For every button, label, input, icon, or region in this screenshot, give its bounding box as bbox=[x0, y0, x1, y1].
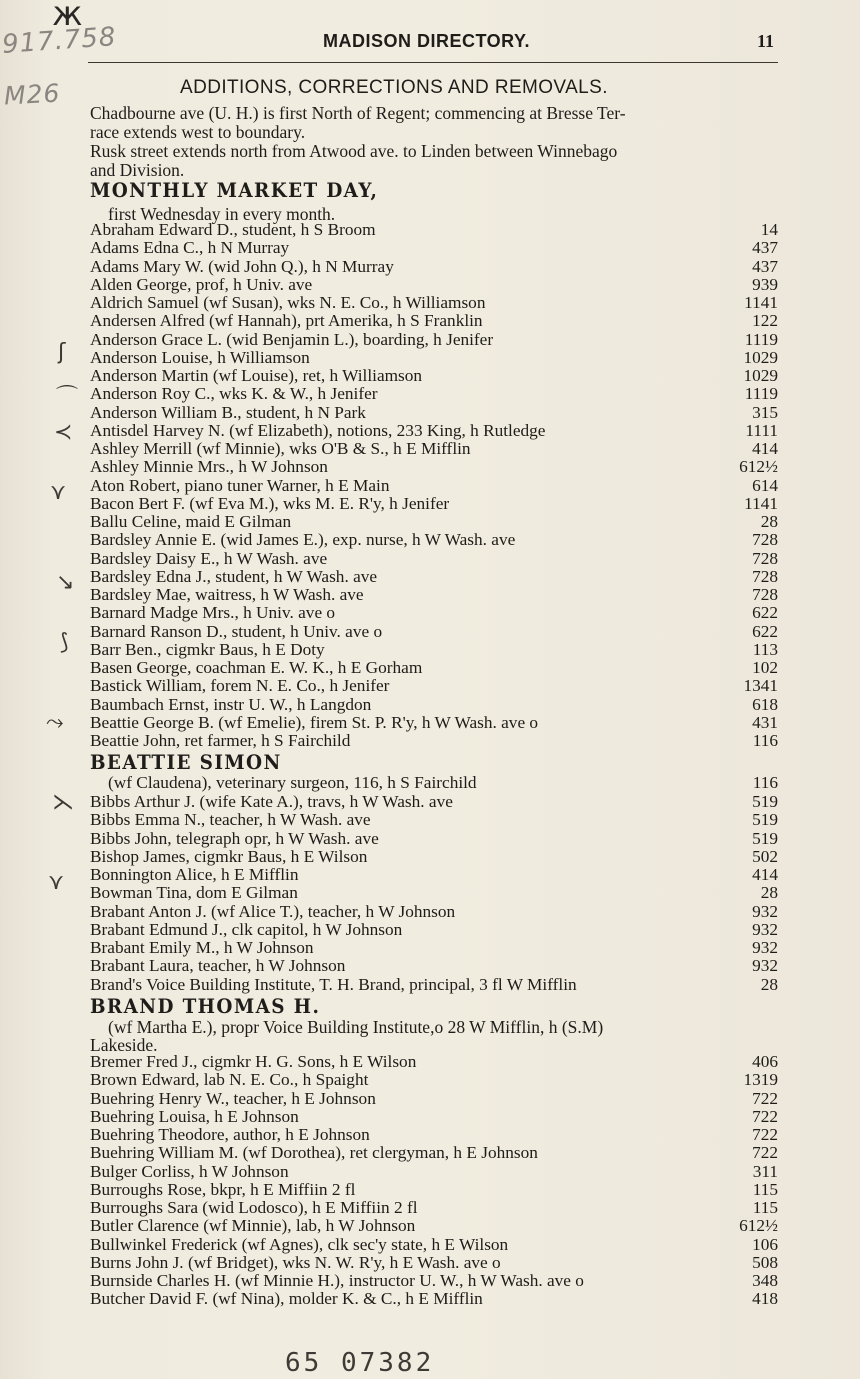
directory-entry bbox=[90, 830, 778, 849]
directory-entry bbox=[90, 495, 778, 514]
entry-name: Basen George, coachman E. W. K., h E Gorham bbox=[90, 658, 423, 677]
directory-entry bbox=[90, 641, 778, 660]
beattie-heading: BEATTIE SIMON bbox=[90, 750, 282, 774]
entry-name: Bastick William, forem N. E. Co., h Jenifer bbox=[90, 676, 390, 696]
entry-number: 418 bbox=[752, 1289, 778, 1309]
entry-number: 622 bbox=[752, 621, 778, 641]
entry-name: Brabant Laura, teacher, h W Johnson bbox=[90, 956, 346, 976]
entry-name: Bulger Corliss, h W Johnson bbox=[90, 1161, 289, 1181]
entry-number: 431 bbox=[752, 712, 778, 732]
directory-entry bbox=[90, 732, 778, 751]
running-head bbox=[0, 31, 860, 53]
entry-name: Antisdel Harvey N. (wf Elizabeth), notions, 233 King, h Rutledge bbox=[90, 420, 546, 440]
entry-number: 618 bbox=[752, 694, 778, 714]
pencil-mark: ⋎ bbox=[50, 480, 67, 505]
directory-entry bbox=[90, 477, 778, 496]
entry-number: 932 bbox=[752, 938, 778, 957]
directory-entry bbox=[90, 276, 778, 295]
entry-number: 311 bbox=[752, 1161, 778, 1181]
entry-number: 722 bbox=[752, 1143, 778, 1163]
entry-number: 437 bbox=[752, 256, 778, 276]
entry-name: Bardsley Edna J., student, h W Wash. ave bbox=[90, 566, 378, 586]
brand-line: (wf Martha E.), propr Voice Building Institute,o 28 W Mifflin, h (S.M) bbox=[108, 1017, 604, 1037]
intro-line: race extends west to boundary. bbox=[90, 122, 306, 142]
entry-number: 1141 bbox=[744, 293, 778, 312]
entry-name: (wf Claudena), veterinary surgeon, 116, h S Fairchild bbox=[108, 773, 477, 792]
entry-name: Baumbach Ernst, instr U. W., h Langdon bbox=[90, 694, 372, 714]
inventory-stamp: 65 07382 bbox=[285, 1348, 435, 1378]
handwritten-mark: M26 bbox=[3, 78, 62, 111]
entry-number: 14 bbox=[760, 220, 778, 239]
handwritten-symbol: ж bbox=[52, 0, 84, 34]
entry-number: 519 bbox=[752, 810, 778, 830]
entry-name: Alden George, prof, h Univ. ave bbox=[90, 274, 313, 294]
entry-name: Butcher David F. (wf Nina), molder K. & C., h E Mifflin bbox=[90, 1289, 483, 1309]
entry-name: Bullwinkel Frederick (wf Agnes), clk sec'y state, h E Wilson bbox=[90, 1234, 509, 1254]
entry-name: Brabant Edmund J., clk capitol, h W Johnson bbox=[90, 919, 403, 939]
directory-entry bbox=[90, 586, 778, 605]
intro-line: Chadbourne ave (U. H.) is first North of Regent; commencing at Bresse Ter- bbox=[90, 103, 626, 123]
intro-line: Rusk street extends north from Atwood ave. to Linden between Winnebago bbox=[90, 141, 618, 161]
directory-entry bbox=[90, 440, 778, 459]
entry-number: 614 bbox=[752, 475, 778, 495]
directory-entry bbox=[90, 367, 778, 386]
directory-entry bbox=[90, 1199, 778, 1218]
entry-number: 728 bbox=[752, 566, 778, 586]
directory-entry bbox=[90, 404, 778, 423]
entry-name: Anderson William B., student, h N Park bbox=[90, 402, 366, 422]
entry-number: 612½ bbox=[739, 1216, 778, 1236]
directory-entry bbox=[90, 550, 778, 569]
directory-entry bbox=[90, 513, 778, 532]
entry-number: 1111 bbox=[745, 420, 778, 440]
entry-number: 722 bbox=[752, 1088, 778, 1108]
directory-entry bbox=[90, 604, 778, 623]
directory-entry bbox=[90, 957, 778, 976]
directory-entry bbox=[90, 385, 778, 404]
brand-heading: BRAND THOMAS H. bbox=[90, 994, 321, 1018]
entry-name: Barr Ben., cigmkr Baus, h E Doty bbox=[90, 639, 325, 659]
entry-name: Burroughs Rose, bkpr, h E Miffiin 2 fl bbox=[90, 1179, 356, 1199]
entry-number: 113 bbox=[752, 639, 778, 659]
directory-entry bbox=[90, 422, 778, 441]
entry-number: 622 bbox=[752, 603, 778, 623]
margin-pencil-marks bbox=[30, 340, 90, 940]
entry-number: 116 bbox=[752, 731, 778, 750]
directory-entry bbox=[90, 866, 778, 885]
entry-name: Brabant Emily M., h W Johnson bbox=[90, 938, 314, 957]
directory-entry bbox=[90, 568, 778, 587]
directory-entry bbox=[90, 1071, 778, 1090]
header-rule bbox=[88, 62, 778, 63]
entry-name: Bremer Fred J., cigmkr H. G. Sons, h E Wilson bbox=[90, 1052, 417, 1071]
entry-number: 1119 bbox=[744, 384, 778, 404]
entry-name: Beattie John, ret farmer, h S Fairchild bbox=[90, 731, 351, 750]
entry-number: 519 bbox=[752, 792, 778, 811]
directory-entry bbox=[90, 239, 778, 258]
market-subheading: first Wednesday in every month. bbox=[108, 204, 336, 224]
pencil-mark: ⋋ bbox=[52, 790, 74, 815]
directory-entry bbox=[90, 531, 778, 550]
pencil-mark: ⟆ bbox=[60, 630, 69, 655]
entry-name: Bardsley Mae, waitress, h W Wash. ave bbox=[90, 585, 364, 604]
directory-entry bbox=[90, 1217, 778, 1236]
entry-number: 1029 bbox=[743, 366, 778, 385]
entry-number: 28 bbox=[760, 512, 778, 531]
intro-line: and Division. bbox=[90, 160, 185, 180]
directory-entry bbox=[90, 1181, 778, 1200]
directory-entry bbox=[90, 221, 778, 240]
directory-entry bbox=[90, 714, 778, 733]
entry-number: 414 bbox=[752, 439, 778, 458]
entry-number: 728 bbox=[752, 585, 778, 604]
entry-number: 115 bbox=[752, 1179, 778, 1199]
brand-line: Lakeside. bbox=[90, 1035, 158, 1055]
market-heading: MONTHLY MARKET DAY, bbox=[90, 178, 379, 202]
directory-entry bbox=[90, 258, 778, 277]
entry-name: Buehring Theodore, author, h E Johnson bbox=[90, 1125, 370, 1144]
entry-number: 1141 bbox=[744, 493, 778, 513]
entry-name: Buehring Henry W., teacher, h E Johnson bbox=[90, 1088, 376, 1108]
entry-number: 122 bbox=[752, 311, 778, 331]
entry-name: Ashley Minnie Mrs., h W Johnson bbox=[90, 457, 328, 477]
entry-number: 508 bbox=[752, 1252, 778, 1272]
directory-entry bbox=[108, 774, 778, 793]
directory-entry bbox=[90, 976, 778, 995]
directory-entry bbox=[90, 1126, 778, 1145]
directory-entry bbox=[90, 294, 778, 313]
entry-number: 406 bbox=[752, 1052, 778, 1071]
entry-name: Anderson Grace L. (wid Benjamin L.), boarding, h Jenifer bbox=[90, 329, 494, 349]
directory-entry bbox=[90, 659, 778, 678]
directory-entry bbox=[90, 939, 778, 958]
handwritten-call-number: 917.758 bbox=[1, 22, 118, 60]
entry-name: Anderson Martin (wf Louise), ret, h Williamson bbox=[90, 366, 423, 385]
entry-number: 932 bbox=[752, 919, 778, 939]
directory-entry bbox=[90, 696, 778, 715]
entry-number: 728 bbox=[752, 530, 778, 550]
entry-name: Bonnington Alice, h E Mifflin bbox=[90, 865, 299, 884]
entry-name: Adams Mary W. (wid John Q.), h N Murray bbox=[90, 256, 394, 276]
directory-entry bbox=[90, 349, 778, 368]
directory-entry bbox=[90, 1108, 778, 1127]
directory-entry bbox=[90, 921, 778, 940]
directory-entry bbox=[90, 848, 778, 867]
entry-number: 502 bbox=[752, 846, 778, 866]
entry-name: Burnside Charles H. (wf Minnie H.), instructor U. W., h W Wash. ave o bbox=[90, 1271, 584, 1290]
entry-number: 612½ bbox=[739, 457, 778, 477]
entry-name: Buehring William M. (wf Dorothea), ret clergyman, h E Johnson bbox=[90, 1143, 538, 1163]
entry-number: 116 bbox=[752, 773, 778, 792]
entry-number: 939 bbox=[752, 274, 778, 294]
entry-number: 437 bbox=[752, 238, 778, 258]
entry-name: Bowman Tina, dom E Gilman bbox=[90, 883, 298, 903]
pencil-mark: ↘ bbox=[56, 570, 75, 595]
entry-name: Brabant Anton J. (wf Alice T.), teacher, h W Johnson bbox=[90, 901, 456, 921]
entry-number: 728 bbox=[752, 548, 778, 568]
entry-number: 722 bbox=[752, 1125, 778, 1144]
directory-entry bbox=[90, 884, 778, 903]
section-title: ADDITIONS, CORRECTIONS AND REMOVALS. bbox=[180, 77, 608, 98]
entry-number: 414 bbox=[752, 865, 778, 884]
entry-number: 1029 bbox=[743, 347, 778, 367]
entry-number: 28 bbox=[760, 974, 778, 994]
entry-number: 1319 bbox=[743, 1070, 778, 1090]
pencil-mark: ⤳ bbox=[46, 710, 64, 735]
entry-name: Adams Edna C., h N Murray bbox=[90, 238, 290, 258]
entry-name: Bacon Bert F. (wf Eva M.), wks M. E. R'y, h Jenifer bbox=[90, 493, 450, 513]
entry-name: Bibbs Arthur J. (wife Kate A.), travs, h W Wash. ave bbox=[90, 792, 453, 811]
directory-entry bbox=[90, 1163, 778, 1182]
directory-entry bbox=[90, 1144, 778, 1163]
entry-number: 722 bbox=[752, 1106, 778, 1126]
pencil-mark: ʃ bbox=[58, 340, 66, 365]
entry-name: Butler Clarence (wf Minnie), lab, h W Johnson bbox=[90, 1216, 416, 1236]
directory-entry bbox=[90, 1272, 778, 1291]
entry-name: Burroughs Sara (wid Lodosco), h E Miffiin 2 fl bbox=[90, 1198, 418, 1217]
directory-entry bbox=[90, 312, 778, 331]
directory-entry bbox=[90, 793, 778, 812]
page-title: MADISON DIRECTORY. bbox=[323, 31, 531, 51]
entry-name: Anderson Louise, h Williamson bbox=[90, 347, 310, 367]
entry-name: Bibbs Emma N., teacher, h W Wash. ave bbox=[90, 810, 371, 830]
directory-entry bbox=[90, 1254, 778, 1273]
directory-entry bbox=[90, 1090, 778, 1109]
directory-entry bbox=[90, 903, 778, 922]
entry-number: 315 bbox=[752, 402, 778, 422]
pencil-mark: ≺ bbox=[54, 420, 73, 445]
entry-number: 106 bbox=[752, 1234, 778, 1254]
entry-name: Aton Robert, piano tuner Warner, h E Main bbox=[90, 475, 390, 495]
entry-name: Brand's Voice Building Institute, T. H. Brand, principal, 3 fl W Mifflin bbox=[90, 974, 577, 994]
entry-number: 1119 bbox=[744, 329, 778, 349]
entry-number: 932 bbox=[752, 901, 778, 921]
entry-number: 28 bbox=[760, 883, 778, 903]
entry-number: 932 bbox=[752, 956, 778, 976]
entry-name: Buehring Louisa, h E Johnson bbox=[90, 1106, 299, 1126]
directory-entry bbox=[90, 1053, 778, 1072]
entry-name: Aldrich Samuel (wf Susan), wks N. E. Co., h Williamson bbox=[90, 293, 486, 312]
page-number: 11 bbox=[757, 31, 775, 51]
directory-entry bbox=[90, 1290, 778, 1309]
entry-number: 1341 bbox=[743, 676, 778, 696]
pencil-mark: ⋎ bbox=[48, 870, 65, 895]
directory-entry bbox=[90, 1236, 778, 1255]
entry-name: Anderson Roy C., wks K. & W., h Jenifer bbox=[90, 384, 378, 404]
entry-name: Brown Edward, lab N. E. Co., h Spaight bbox=[90, 1070, 369, 1090]
entry-number: 348 bbox=[752, 1271, 778, 1290]
entry-name: Abraham Edward D., student, h S Broom bbox=[90, 220, 376, 239]
directory-entry bbox=[90, 331, 778, 350]
entry-number: 519 bbox=[752, 828, 778, 848]
directory-entry bbox=[90, 623, 778, 642]
entry-name: Ballu Celine, maid E Gilman bbox=[90, 512, 292, 531]
entry-name: Andersen Alfred (wf Hannah), prt Amerika, h S Franklin bbox=[90, 311, 483, 331]
entry-number: 115 bbox=[752, 1198, 778, 1217]
entry-name: Bibbs John, telegraph opr, h W Wash. ave bbox=[90, 828, 379, 848]
entry-name: Beattie George B. (wf Emelie), firem St. P. R'y, h W Wash. ave o bbox=[90, 712, 539, 732]
directory-entry bbox=[90, 811, 778, 830]
entry-number: 102 bbox=[752, 658, 778, 677]
entry-name: Bishop James, cigmkr Baus, h E Wilson bbox=[90, 846, 368, 866]
directory-entry bbox=[90, 677, 778, 696]
entry-name: Barnard Madge Mrs., h Univ. ave o bbox=[90, 603, 336, 623]
entry-name: Bardsley Annie E. (wid James E.), exp. nurse, h W Wash. ave bbox=[90, 530, 516, 550]
pencil-mark: ⌒ bbox=[56, 385, 79, 410]
directory-entry bbox=[90, 458, 778, 477]
entry-name: Bardsley Daisy E., h W Wash. ave bbox=[90, 548, 328, 568]
entry-name: Ashley Merrill (wf Minnie), wks O'B & S., h E Mifflin bbox=[90, 439, 471, 458]
entry-name: Burns John J. (wf Bridget), wks N. W. R'y, h E Wash. ave o bbox=[90, 1252, 501, 1272]
entry-name: Barnard Ranson D., student, h Univ. ave o bbox=[90, 621, 383, 641]
